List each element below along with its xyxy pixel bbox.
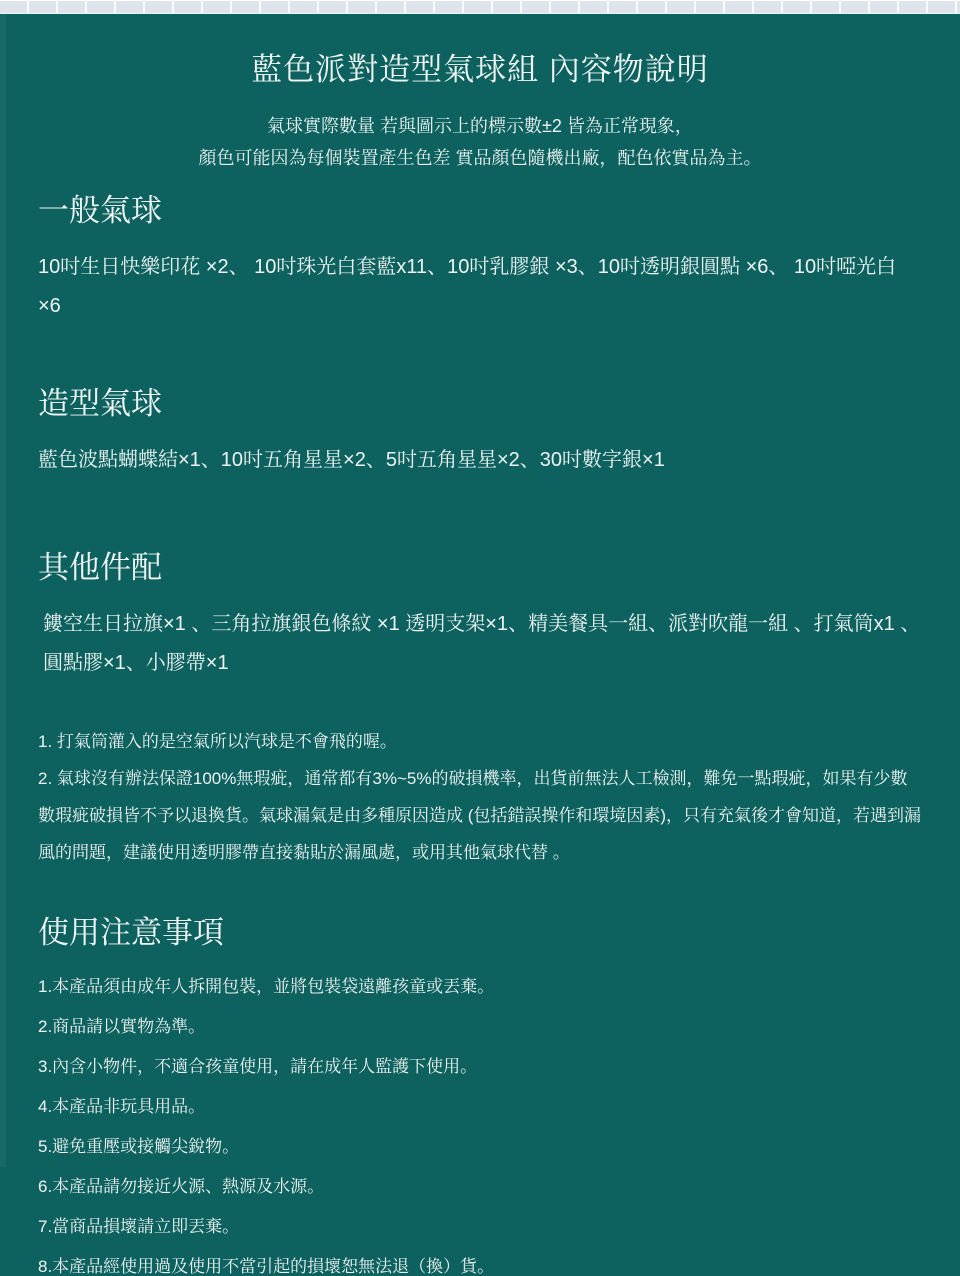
usage-item: 4.本產品非玩具用品。 xyxy=(38,1097,206,1116)
note-1: 1. 打氣筒灌入的是空氣所以汽球是不會飛的喔。 xyxy=(38,732,397,751)
spreadsheet-grid-strip xyxy=(0,0,960,14)
usage-item: 1.本產品須由成年人拆開包裝，並將包裝袋遠離孩童或丟棄。 xyxy=(38,977,495,996)
page-title: 藍色派對造型氣球組 內容物說明 xyxy=(251,52,709,87)
section-body-general-balloons: 10吋生日快樂印花 ×2、 10吋珠光白套藍x11、10吋乳膠銀 ×3、10吋透明銀圓點 ×6、 10吋啞光白 ×6 xyxy=(38,256,897,317)
section-body-other-accessories: 鏤空生日拉旗×1 、三角拉旗銀色條紋 ×1 透明支架×1、精美餐具一組、派對吹龍一組 、打氣筒x1 、圓點膠×1、小膠帶×1 xyxy=(43,613,921,674)
usage-item: 6.本產品請勿接近火源、熱源及水源。 xyxy=(38,1177,325,1196)
usage-precautions-list xyxy=(38,978,922,1275)
section-body-shaped-balloons: 藍色波點蝴蝶結×1、10吋五角星星×2、5吋五角星星×2、30吋數字銀×1 xyxy=(38,449,665,471)
usage-item: 5.避免重壓或接觸尖銳物。 xyxy=(38,1137,240,1156)
usage-item: 2.商品請以實物為準。 xyxy=(38,1017,206,1036)
usage-item: 7.當商品損壞請立即丟棄。 xyxy=(38,1217,240,1236)
usage-item: 8.本產品經使用過及使用不當引起的損壞恕無法退（換）貨。 xyxy=(38,1257,495,1276)
section-heading-general-balloons: 一般氣球 xyxy=(38,193,162,228)
product-description-panel xyxy=(0,44,960,1275)
usage-item: 3.內含小物件，不適合孩童使用，請在成年人監護下使用。 xyxy=(38,1057,478,1076)
subtitle-line-2: 顏色可能因為每個裝置產生色差 實品顏色隨機出廠，配色依實品為主。 xyxy=(198,148,762,168)
subtitle-line-1: 氣球實際數量 若與圖示上的標示數±2 皆為正常現象， xyxy=(267,116,693,136)
section-heading-usage-precautions: 使用注意事項 xyxy=(38,915,224,950)
section-heading-other-accessories: 其他件配 xyxy=(38,550,162,585)
section-heading-shaped-balloons: 造型氣球 xyxy=(38,386,162,421)
note-2: 2. 氣球沒有辦法保證100%無瑕疵，通常都有3%~5%的破損機率，出貨前無法人工檢測，難免一點瑕疵，如果有少數數瑕疵破損皆不予以退換貨。氣球漏氣是由多種原因造成 (包括錯誤操作和環境因素)，只有充氣後才會知道，若遇到漏風的問題，建議使用透明膠帶直接黏貼於漏風處，或用其他氣球代替 。 xyxy=(38,769,922,862)
notes-block xyxy=(38,723,922,871)
